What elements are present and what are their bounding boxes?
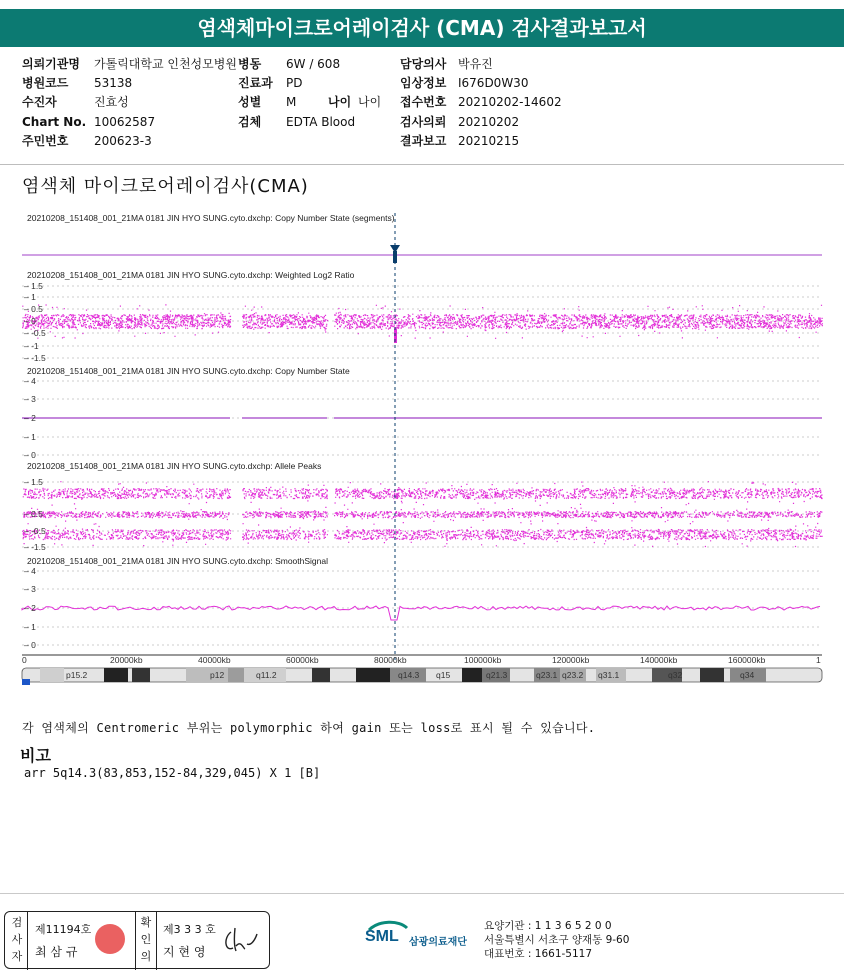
panel-label-cn-state: 20210208_151408_001_21MA 0181 JIN HYO SUNG.cyto.dxchp: Copy Number State bbox=[27, 366, 350, 376]
x-tick-40000: 40000kb bbox=[198, 655, 231, 665]
receipt-value: 20210202-14602 bbox=[458, 95, 562, 109]
company-name: 삼광의료재단 bbox=[409, 937, 467, 948]
band-q23-2: q23.2 bbox=[562, 670, 584, 680]
age-label: 나이 bbox=[328, 95, 352, 109]
allele-peak-middle bbox=[23, 507, 822, 523]
confirmer-label: 확인의 bbox=[135, 912, 157, 970]
institution-label: 의뢰기관명 bbox=[22, 57, 80, 71]
log2-tick: – 1 bbox=[24, 292, 36, 302]
confirmer-name: 지 현 영 bbox=[163, 945, 206, 959]
report-label: 결과보고 bbox=[400, 134, 447, 148]
band-q32: q32 bbox=[668, 670, 683, 680]
allele-tick: – 1.5 bbox=[24, 477, 43, 487]
inspector-name: 최 삼 규 bbox=[35, 945, 78, 959]
doctor-value: 박유진 bbox=[458, 57, 493, 71]
footer-divider bbox=[0, 893, 844, 894]
signature-box bbox=[4, 911, 270, 969]
divider bbox=[0, 164, 844, 165]
log2-tick: – 0 bbox=[24, 316, 36, 326]
logo-text: SML bbox=[365, 928, 399, 945]
smooth-tick: – 0 bbox=[24, 640, 36, 650]
x-tick-160000: 160000kb bbox=[728, 655, 766, 665]
report-title: 염색체마이크로어레이검사 (CMA) 검사결과보고서 bbox=[0, 9, 844, 47]
log2-ratio-signal bbox=[22, 304, 823, 339]
band-q14-3: q14.3 bbox=[398, 670, 420, 680]
band-q11-2: q11.2 bbox=[256, 670, 277, 680]
remark-title: 비고 bbox=[20, 746, 51, 765]
x-tick-20000: 20000kb bbox=[110, 655, 143, 665]
panel-label-segments: 20210208_151408_001_21MA 0181 JIN HYO SUNG.cyto.dxchp: Copy Number State (segments) bbox=[27, 213, 395, 223]
cma-plot-svg bbox=[0, 205, 844, 685]
cma-plot bbox=[0, 205, 844, 685]
band-q31-1: q31.1 bbox=[598, 670, 620, 680]
cn-state-tick: – 4 bbox=[24, 376, 36, 386]
clinical-label: 임상정보 bbox=[400, 76, 447, 90]
inspector-no: 제11194호 bbox=[35, 923, 92, 936]
lab-phone: 대표번호 : 1661-5117 bbox=[484, 948, 593, 960]
band-q21-3: q21.3 bbox=[486, 670, 508, 680]
sml-logo bbox=[365, 918, 475, 962]
dept-value: PD bbox=[286, 76, 303, 90]
band-p15-2: p15.2 bbox=[66, 670, 88, 680]
patient-value: 진효성 bbox=[94, 95, 129, 109]
x-tick-0: 0 bbox=[22, 655, 27, 665]
allele-tick: – -0.5 bbox=[24, 526, 46, 536]
x-tick-end: 1 bbox=[816, 655, 821, 665]
band-q23-1: q23.1 bbox=[536, 670, 558, 680]
seal-stamp-icon bbox=[95, 924, 125, 954]
signature-icon bbox=[221, 924, 261, 956]
inspector-label: 검사자 bbox=[7, 912, 28, 970]
allele-peak-upper bbox=[23, 481, 823, 506]
ward-label: 병동 bbox=[238, 57, 262, 71]
log2-tick: – -0.5 bbox=[24, 328, 46, 338]
section-title: 염색체 마이크로어레이검사(CMA) bbox=[22, 176, 309, 197]
panel-label-smooth: 20210208_151408_001_21MA 0181 JIN HYO SUNG.cyto.dxchp: SmoothSignal bbox=[27, 556, 329, 566]
allele-peak-lower bbox=[22, 522, 823, 547]
cursor-handle[interactable] bbox=[393, 251, 397, 263]
log2-tick: – -1 bbox=[24, 341, 39, 351]
smooth-tick: – 1 bbox=[24, 622, 36, 632]
chart-label: Chart No. bbox=[22, 115, 87, 129]
lab-info bbox=[484, 919, 629, 961]
patient-info bbox=[0, 55, 844, 155]
cn-state-tick: – 0 bbox=[24, 450, 36, 460]
log2-tick: – 1.5 bbox=[24, 281, 43, 291]
band-p12: p12 bbox=[210, 670, 225, 680]
code-value: 53138 bbox=[94, 76, 133, 90]
log2-tick: – 0.5 bbox=[24, 304, 43, 314]
ideogram bbox=[22, 668, 822, 685]
patient-label: 수진자 bbox=[22, 95, 57, 109]
receipt-label: 접수번호 bbox=[400, 95, 447, 109]
x-tick-60000: 60000kb bbox=[286, 655, 319, 665]
panel-label-allele: 20210208_151408_001_21MA 0181 JIN HYO SUNG.cyto.dxchp: Allele Peaks bbox=[27, 461, 322, 471]
doctor-label: 담당의사 bbox=[400, 57, 447, 71]
agency-code: 요양기관 : 1 1 3 6 5 2 0 0 bbox=[484, 920, 612, 932]
id-value: 200623-3 bbox=[94, 134, 152, 148]
smooth-tick: – 2 bbox=[24, 603, 36, 613]
allele-tick: – 0.5 bbox=[24, 509, 43, 519]
band-q15: q15 bbox=[436, 670, 451, 680]
lab-address: 서울특별시 서초구 양재동 9-60 bbox=[484, 934, 630, 946]
x-tick-140000: 140000kb bbox=[640, 655, 678, 665]
request-label: 검사의뢰 bbox=[400, 115, 447, 129]
remark-text: arr 5q14.3(83,853,152-84,329,045) X 1 [B] bbox=[24, 766, 321, 780]
report-value: 20210215 bbox=[458, 134, 520, 148]
centromere-note: 각 염색체의 Centromeric 부위는 polymorphic 하여 gain 또는 loss로 표시 될 수 있습니다. bbox=[22, 721, 596, 735]
sex-label: 성별 bbox=[238, 95, 262, 109]
institution-value: 가톨릭대학교 인천성모병원 bbox=[94, 57, 237, 71]
band-q34: q34 bbox=[740, 670, 755, 680]
dept-label: 진료과 bbox=[238, 76, 273, 90]
smooth-tick: – 4 bbox=[24, 566, 36, 576]
age-value: 나이 bbox=[358, 95, 382, 109]
allele-tick: – -1.5 bbox=[24, 542, 46, 552]
chart-value: 10062587 bbox=[94, 115, 156, 129]
sex-value: M bbox=[286, 95, 297, 109]
clinical-value: I676D0W30 bbox=[458, 76, 529, 90]
x-tick-120000: 120000kb bbox=[552, 655, 590, 665]
code-label: 병원코드 bbox=[22, 76, 69, 90]
smooth-signal-line bbox=[22, 606, 820, 620]
cn-state-tick: – 3 bbox=[24, 394, 36, 404]
cn-state-tick: – 1 bbox=[24, 432, 36, 442]
confirmer-no: 제3 3 3 호 bbox=[163, 923, 216, 936]
smooth-tick: – 3 bbox=[24, 584, 36, 594]
ward-value: 6W / 608 bbox=[286, 57, 341, 71]
log2-tick: – -1.5 bbox=[24, 353, 46, 363]
request-value: 20210202 bbox=[458, 115, 520, 129]
x-tick-100000: 100000kb bbox=[464, 655, 502, 665]
id-label: 주민번호 bbox=[22, 134, 69, 148]
specimen-label: 검체 bbox=[238, 115, 262, 129]
specimen-value: EDTA Blood bbox=[286, 115, 356, 129]
cn-state-tick: – 2 bbox=[24, 413, 36, 423]
x-tick-80000: 80000kb bbox=[374, 655, 407, 665]
panel-label-log2: 20210208_151408_001_21MA 0181 JIN HYO SUNG.cyto.dxchp: Weighted Log2 Ratio bbox=[27, 270, 355, 280]
